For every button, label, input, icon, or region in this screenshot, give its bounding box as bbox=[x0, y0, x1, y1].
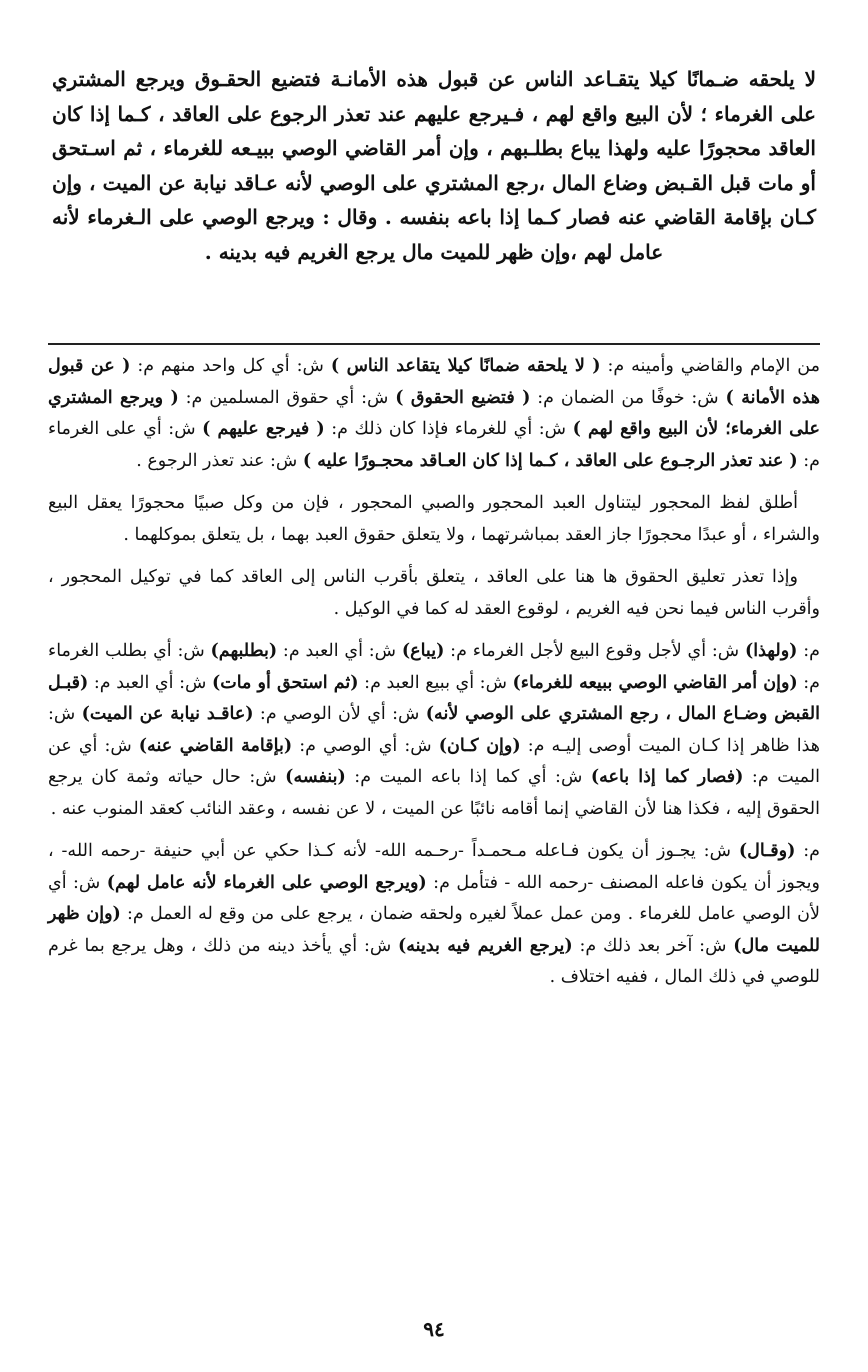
quoted-text-segment: (ويرجع الوصي على الغرماء لأنه عامل لهم) bbox=[106, 872, 427, 893]
quoted-text-segment: (قبـل القبض وضـاع المال ، رجع المشتري على الوصي لأنه) bbox=[48, 672, 820, 724]
commentary-text-segment: ش: أي بطلب الغرماء م: bbox=[48, 641, 821, 693]
commentary-text-segment: ش: أي كل واحد منهم م: bbox=[130, 356, 331, 376]
commentary-text-segment: ش: أي للغرماء فإذا كان ذلك م: bbox=[324, 419, 573, 439]
commentary-text-segment: ش: أي يأخذ دينه من ذلك ، وهل يرجع بما غرم للوصي في ذلك المال ، ففيه اختلاف . bbox=[48, 935, 820, 987]
quoted-text-segment: (عاقـد نيابة عن الميت) bbox=[81, 704, 254, 724]
commentary-text-segment: م: bbox=[795, 841, 820, 861]
commentary-paragraph bbox=[48, 836, 820, 994]
quoted-text-segment: (وقـال) bbox=[738, 841, 796, 861]
main-text: لا يلحقه ضـمانًا كيلا يتقـاعد الناس عن قبول هذه الأمانـة فتضيع الحقـوق ويرجع المشتري على الغرماء ؛ لأن البيع واقع لهم ، فـيرجع عليهم عند تعذر الرجوع على العاقد ، كـما إذا كان العاقد محجورًا عليه ولهذا يباع بطلـبهم ، وإن أمر القاضي الوصي ببيـعه للغرماء ، ثم اسـتحق أو مات قبل القـبض وضاع المال ،رجع المشتري على الوصي لأنه عـاقد نيابة عن الميت ، وإن كـان بإقامة القاضي عنه فصار كـما إذا باعه بنفسه . وقال : ويرجع الوصي على الـغرماء لأنه عامل لهم ،وإن ظهر للميت مال يرجع الغريم فيه بدينه . bbox=[52, 67, 816, 264]
commentary-text-segment: م: bbox=[797, 641, 821, 661]
commentary-text-segment: ش: خوفًا من الضمان م: bbox=[530, 387, 726, 408]
quoted-text-segment: ( عن قبول هذه الأمانة ) bbox=[48, 356, 820, 408]
separator-line bbox=[48, 343, 820, 345]
quoted-text-segment: ( لا يلحقه ضمانًا كيلا يتقاعد الناس ) bbox=[330, 356, 601, 376]
quoted-text-segment: ( ويرجع المشتري على الغرماء؛ لأن البيع واقع لهم ) bbox=[48, 387, 820, 439]
commentary-paragraph: وإذا تعذر تعليق الحقوق ها هنا على العاقد ، يتعلق بأقرب الناس إلى العاقد كما في توكيل المحجور ، وأقرب الناس فيما نحن فيه الغريم ، لوقوع العقد له كما في الوكيل . bbox=[48, 567, 820, 619]
commentary-text-segment: ش: أي كما إذا باعه الميت م: bbox=[345, 767, 591, 787]
commentary-text-segment: ش: أي حقوق المسلمين م: bbox=[178, 387, 396, 408]
commentary-text-segment: من الإمام والقاضي وأمينه م: bbox=[600, 356, 820, 376]
commentary bbox=[48, 351, 820, 1005]
commentary-text-segment: ش: آخر بعد ذلك م: bbox=[572, 935, 734, 956]
commentary-text-segment: ش: أي الوصي م: bbox=[292, 735, 439, 756]
page-number: ٩٤ bbox=[423, 1317, 445, 1341]
commentary-text-segment: ش: أي لأجل وقوع البيع لأجل الغرماء م: bbox=[444, 641, 745, 661]
commentary-paragraph bbox=[48, 636, 820, 825]
quoted-text-segment: (وإن أمر القاضي الوصي ببيعه للغرماء) bbox=[512, 672, 798, 693]
commentary-paragraph: أطلق لفظ المحجور ليتناول العبد المحجور والصبي المحجور ، فإن من وكل صبيًا محجورًا يعقل البيع والشراء ، أو عبدًا محجورًا جاز العقد بمباشرتهما ، ولا يتعلق حقوق العبد بهما ، بل يتعلق بموكلهما . bbox=[48, 493, 820, 545]
commentary-text-segment: ش: أي لأن الوصي م: bbox=[253, 704, 426, 724]
quoted-text-segment: (يرجع الغريم فيه بدينه) bbox=[398, 935, 573, 956]
quoted-text-segment: (ولهذا) bbox=[744, 641, 798, 661]
quoted-text-segment: (بنفسه) bbox=[285, 767, 346, 787]
commentary-text-segment: ش: أي على الغرماء م: bbox=[48, 419, 820, 471]
commentary-text-segment: ش: أي العبد م: bbox=[88, 672, 212, 693]
quoted-text-segment: (يباع) bbox=[401, 641, 445, 661]
quoted-text-segment: (ثم استحق أو مات) bbox=[211, 672, 359, 693]
quoted-text-segment: (وإن كـان) bbox=[438, 735, 521, 756]
commentary-text-segment: ش: يجـوز أن يكون فـاعله مـحمـداً -رحـمه الله- لأنه كـذا حكي عن أبي حنيفة -رحمه الله- ، ويجوز أن يكون فاعله المصنف -رحمه الله - فتأمل م: bbox=[48, 841, 820, 893]
commentary-text-segment: ش: حال حياته وثمة كان يرجع الحقوق إليه ، فكذا هنا لأن القاضي إنما أقامه نائبًا عن الميت ، لا عن نفسه ، وعقد النائب كعقد المنوب عنه . bbox=[48, 767, 820, 819]
commentary-text-segment: ش: عند تعذر الرجوع . bbox=[136, 450, 303, 471]
quoted-text-segment: ( عند تعذر الرجـوع على العاقد ، كـما إذا كان العـاقد محجـورًا عليه ) bbox=[302, 450, 798, 471]
quoted-text-segment: (بطلبهم) bbox=[210, 641, 278, 661]
commentary-text-segment: ش: أي لأن الوصي عامل للغرماء . ومن عمل عملاً لغيره ولحقه ضمان ، يرجع على من وقع له العمل م: bbox=[48, 872, 821, 924]
commentary-text-segment: ش: هذا ظاهر إذا كـان الميت أوصى إليـه م: bbox=[48, 704, 820, 756]
quoted-text-segment: (وإن ظهر للميت مال) bbox=[48, 904, 820, 956]
quoted-text-segment: ( فيرجع عليهم ) bbox=[202, 419, 325, 439]
commentary-text-segment: ش: أي العبد م: bbox=[277, 641, 402, 661]
quoted-text-segment: (فصار كما إذا باعه) bbox=[590, 767, 744, 787]
commentary-text-segment: ش: أي ببيع العبد م: bbox=[358, 672, 513, 693]
commentary-paragraph bbox=[48, 351, 820, 477]
quoted-text-segment: (بإقامة القاضي عنه) bbox=[138, 735, 293, 756]
quoted-text-segment: ( فتضيع الحقوق ) bbox=[395, 387, 531, 408]
commentary-text-segment: ش: أي عن الميت م: bbox=[48, 735, 820, 787]
